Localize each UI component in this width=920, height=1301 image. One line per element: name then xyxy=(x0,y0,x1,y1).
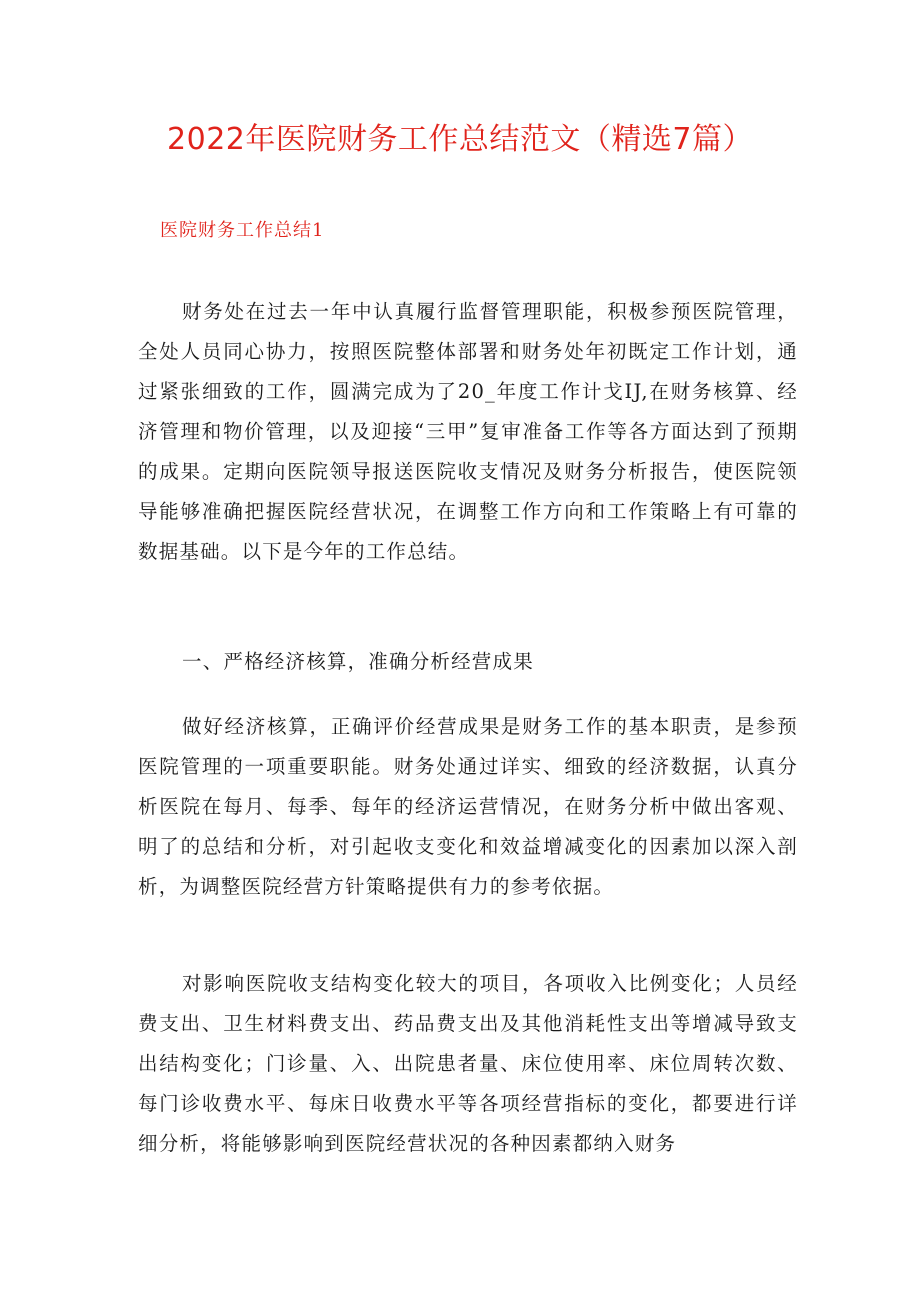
body-paragraph: 对影响医院收支结构变化较大的项目，各项收入比例变化；人员经费支出、卫生材料费支出、药品费支出及其他消耗性支出等增减导致支出结构变化；门诊量、入、出院患者量、床位使用率、床位周转次数、每门诊收费水平、每床日收费水平等各项经营指标的变化，都要进行详细分析，将能够影响到医院经营状况的各种因素都纳入财务 xyxy=(138,972,798,1155)
body-paragraph: 财务处在过去一年中认真履行监督管理职能，积极参预医院管理，全处人员同心协力，按照医院整体部署和财务处年初既定工作计划，通过紧张细致的工作，圆满完成为了20_年度工作计戈IJ,在财务核算、经济管理和物价管理，以及迎接“三甲”复审准备工作等各方面达到了预期的成果。定期向医院领导报送医院收支情况及财务分析报告，使医院领导能够准确把握医院经营状况，在调整工作方向和工作策略上有可靠的数据基础。以下是今年的工作总结。 xyxy=(138,300,798,563)
body-paragraph: 做好经济核算，正确评价经营成果是财务工作的基本职责，是参预医院管理的一项重要职能。财务处通过详实、细致的经济数据，认真分析医院在每月、每季、每年的经济运营情况，在财务分析中做出客观、明了的总结和分析，对引起收支变化和效益增减变化的因素加以深入剖析，为调整医院经营方针策略提供有力的参考依据。 xyxy=(138,715,798,898)
document-title: 2022年医院财务工作总结范文（精选7篇） xyxy=(167,122,753,157)
subheading: 一、严格经济核算，准确分析经营成果 xyxy=(182,650,534,673)
section-title: 医院财务工作总结1 xyxy=(160,220,325,241)
